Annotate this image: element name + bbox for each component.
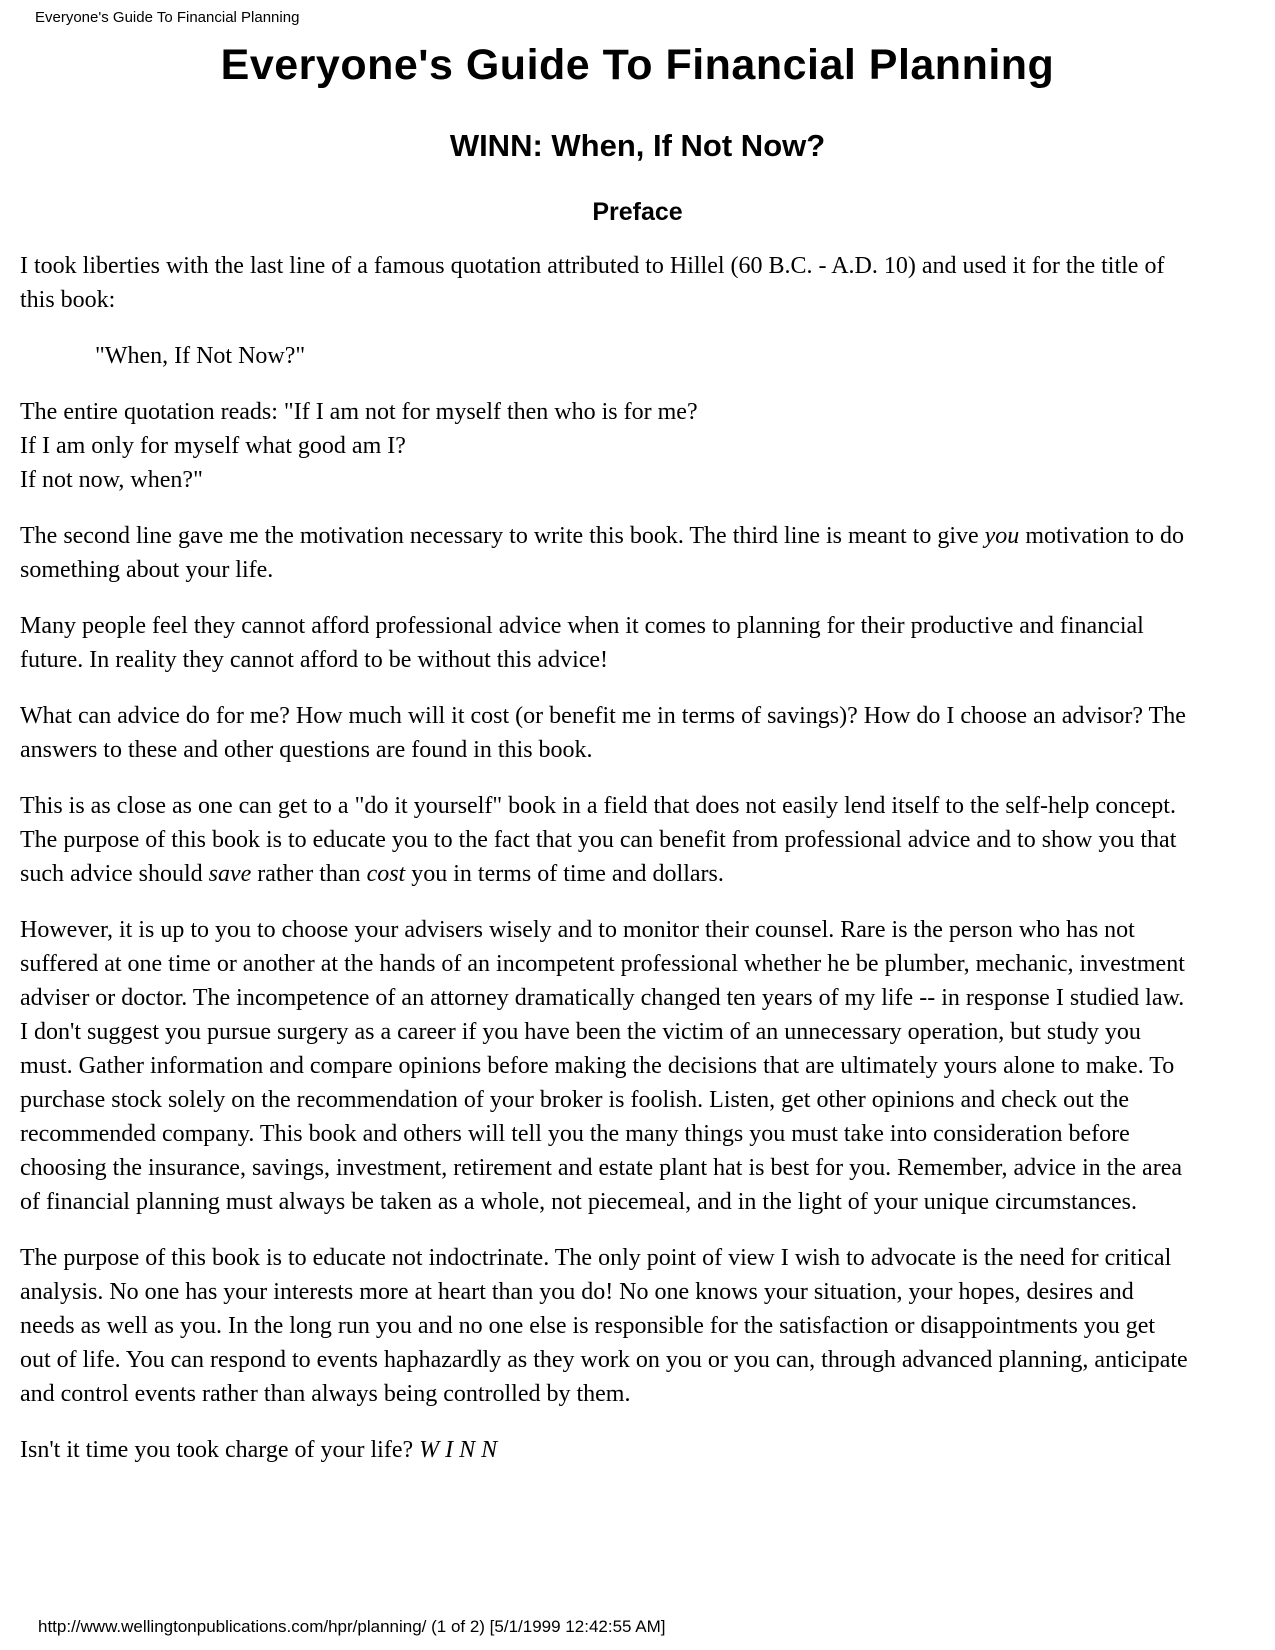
paragraph-text: The purpose of this book is to educate not indoctrinate. The only point of view I wish to advocate is the need for critical analysis. No one has your interests more at heart than you do! No one knows your situation, your hopes, desires and needs as well as you. In the long run you and no one else is responsible for the satisfaction or disappointments you get out of life. You can respond to events haphazardly as they work on you or you can, through advanced planning, anticipate and control events rather than always being controlled by them.: [20, 1245, 1188, 1407]
emphasis-cost: cost: [366, 861, 406, 887]
paragraph-questions: [20, 699, 1188, 767]
quotation-line-3: If not now, when?": [20, 467, 203, 493]
paragraph-text: Many people feel they cannot afford professional advice when it comes to planning for their productive and financial future. In reality they cannot afford to be without this advice!: [20, 613, 1144, 673]
page-title: Everyone's Guide To Financial Planning: [220, 41, 1055, 89]
paragraph-text: you in terms of time and dollars.: [405, 861, 724, 887]
paragraph-intro: [20, 249, 1188, 317]
emphasis-save: save: [208, 861, 252, 887]
paragraph-motivation: [20, 519, 1188, 587]
emphasis-you: you: [984, 523, 1020, 549]
page-footer-url: http://www.wellingtonpublications.com/hpr/planning/ (1 of 2) [5/1/1999 12:42:55 AM]: [38, 1617, 666, 1636]
paragraph-text: However, it is up to you to choose your advisers wisely and to monitor their counsel. Rare is the person who has not suffered at one time or another at the hands of an incompetent professional whether he be plumber, mechanic, investment adviser or doctor. The incompetence of an attorney dramatically changed ten years of my life -- in response I studied law. I don't suggest you pursue surgery as a career if you have been the victim of an unnecessary operation, but study you must. Gather information and compare opinions before making the decisions that are ultimately yours alone to make. To purchase stock solely on the recommendation of your broker is foolish. Listen, get other opinions and check out the recommended company. This book and others will tell you the many things you must take into consideration before choosing the insurance, savings, investment, retirement and estate plant hat is best for you. Remember, advice in the area of financial planning must always be taken as a whole, not piecemeal, and in the light of your unique circumstances.: [20, 917, 1185, 1215]
quote-text: "When, If Not Now?": [95, 343, 306, 369]
document-body: [20, 249, 1188, 1467]
paragraph-full-quotation: [20, 395, 1188, 497]
page-subtitle: WINN: When, If Not Now?: [449, 128, 826, 163]
running-header: Everyone's Guide To Financial Planning: [35, 9, 300, 26]
emphasis-winn: W I N N: [419, 1437, 498, 1463]
paragraph-text: rather than: [251, 861, 367, 887]
paragraph-educate-not-indoctrinate: [20, 1241, 1188, 1411]
quotation-line-2: If I am only for myself what good am I?: [20, 433, 406, 459]
paragraph-closing: [20, 1433, 1188, 1467]
paragraph-text: This is as close as one can get to a "do it yourself" book in a field that does not easily lend itself to the self-help concept. The purpose of this book is to educate you to the fact that you can benefit from professional advice and to show you that such advice should: [20, 793, 1177, 887]
paragraph-text: What can advice do for me? How much will it cost (or benefit me in terms of savings)? How do I choose an advisor? The answers to these and other questions are found in this book.: [20, 703, 1186, 763]
quote-line: [20, 339, 1188, 373]
paragraph-text: Isn't it time you took charge of your life?: [20, 1437, 420, 1463]
section-heading-preface: Preface: [592, 198, 683, 226]
paragraph-text: motivation to do something about your life.: [20, 523, 1184, 583]
paragraph-text: I took liberties with the last line of a famous quotation attributed to Hillel (60 B.C. - A.D. 10) and used it for the title of this book:: [20, 253, 1165, 313]
paragraph-choose-advisers: [20, 913, 1188, 1219]
paragraph-text: The second line gave me the motivation necessary to write this book. The third line is meant to give: [20, 523, 985, 549]
quotation-line-1: The entire quotation reads: "If I am not for myself then who is for me?: [20, 399, 698, 425]
paragraph-afford-advice: [20, 609, 1188, 677]
paragraph-do-it-yourself: [20, 789, 1188, 891]
